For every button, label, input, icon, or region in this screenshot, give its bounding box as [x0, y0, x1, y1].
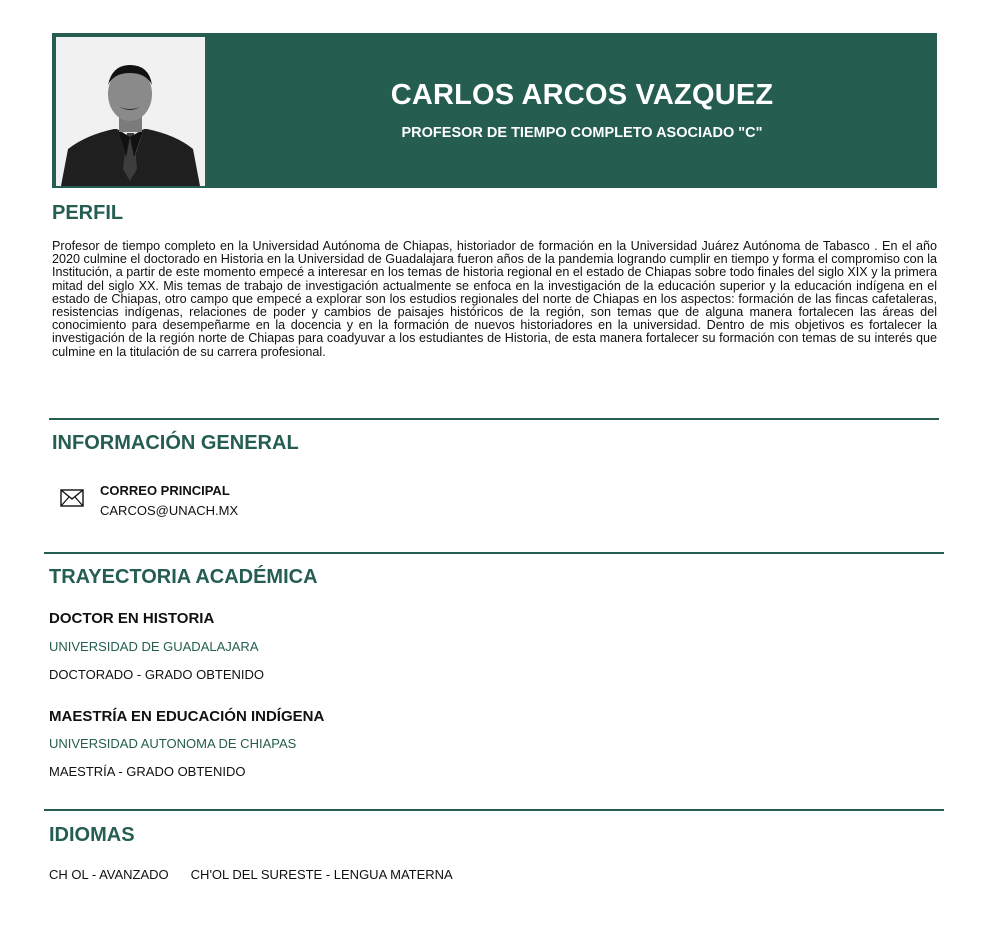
language-item: CH'OL DEL SURESTE - LENGUA MATERNA [190, 867, 453, 882]
person-name: CARLOS ARCOS VAZQUEZ [390, 79, 774, 111]
email-value: CARCOS@UNACH.MX [100, 503, 239, 518]
section-title-profile: PERFIL [52, 202, 124, 224]
language-list [49, 867, 453, 882]
language-item: CH OL - AVANZADO [49, 867, 169, 882]
section-divider [49, 418, 939, 420]
degree-institution: UNIVERSIDAD DE GUADALAJARA [49, 639, 259, 654]
section-title-academic: TRAYECTORIA ACADÉMICA [49, 566, 318, 588]
degree-title: DOCTOR EN HISTORIA [49, 610, 215, 627]
section-divider [44, 809, 944, 811]
section-divider [44, 552, 944, 554]
envelope-icon [60, 489, 84, 507]
email-label: CORREO PRINCIPAL [100, 483, 230, 498]
profile-text: Profesor de tiempo completo en la Universidad Autónoma de Chiapas, historiador de formación en la Universidad Juárez Autónoma de Tabasco . En el año 2020 culmine el doctorado en Historia en la Universidad de Guadalajara fueron años de la pandemia logrando cumplir en tiempo y forma el compromiso con la Institución, a partir de este momento empecé a interesar en los temas de historia regional en el estado de Chiapas sobre todo finales del siglo XIX y la primera mitad del siglo XX. Mis temas de trabajo de investigación actualmente se enfoca en la investigación de la educación superior y la educación indígena en el estado de Chiapas, otro campo que empecé a explorar son los estudios regionales del norte de Chiapas en los aspectos: formación de las fincas cafetaleras, resistencias indígenas, relaciones de poder y cambios de paisajes históricos de la región, son temas que de alguna manera fortalecen las áreas del conocimiento para desempeñarme en la docencia y en la formación de nuevos historiadores en la universidad. Dentro de mis objetivos es fortalecer la investigación de la región norte de Chiapas para coadyuvar a los estudiantes de Historia, de esta manera fortalecer su formación con temas de su interés que culmine en la titulación de su carrera profesional. [52, 239, 937, 359]
profile-photo [56, 37, 205, 186]
degree-institution: UNIVERSIDAD AUTONOMA DE CHIAPAS [49, 736, 297, 751]
person-position: PROFESOR DE TIEMPO COMPLETO ASOCIADO "C" [401, 125, 763, 141]
section-title-general: INFORMACIÓN GENERAL [52, 432, 299, 454]
degree-level: MAESTRÍA - GRADO OBTENIDO [49, 764, 246, 779]
degree-title: MAESTRÍA EN EDUCACIÓN INDÍGENA [49, 708, 325, 725]
profile-header [52, 33, 937, 188]
degree-level: DOCTORADO - GRADO OBTENIDO [49, 667, 264, 682]
section-title-languages: IDIOMAS [49, 824, 135, 846]
